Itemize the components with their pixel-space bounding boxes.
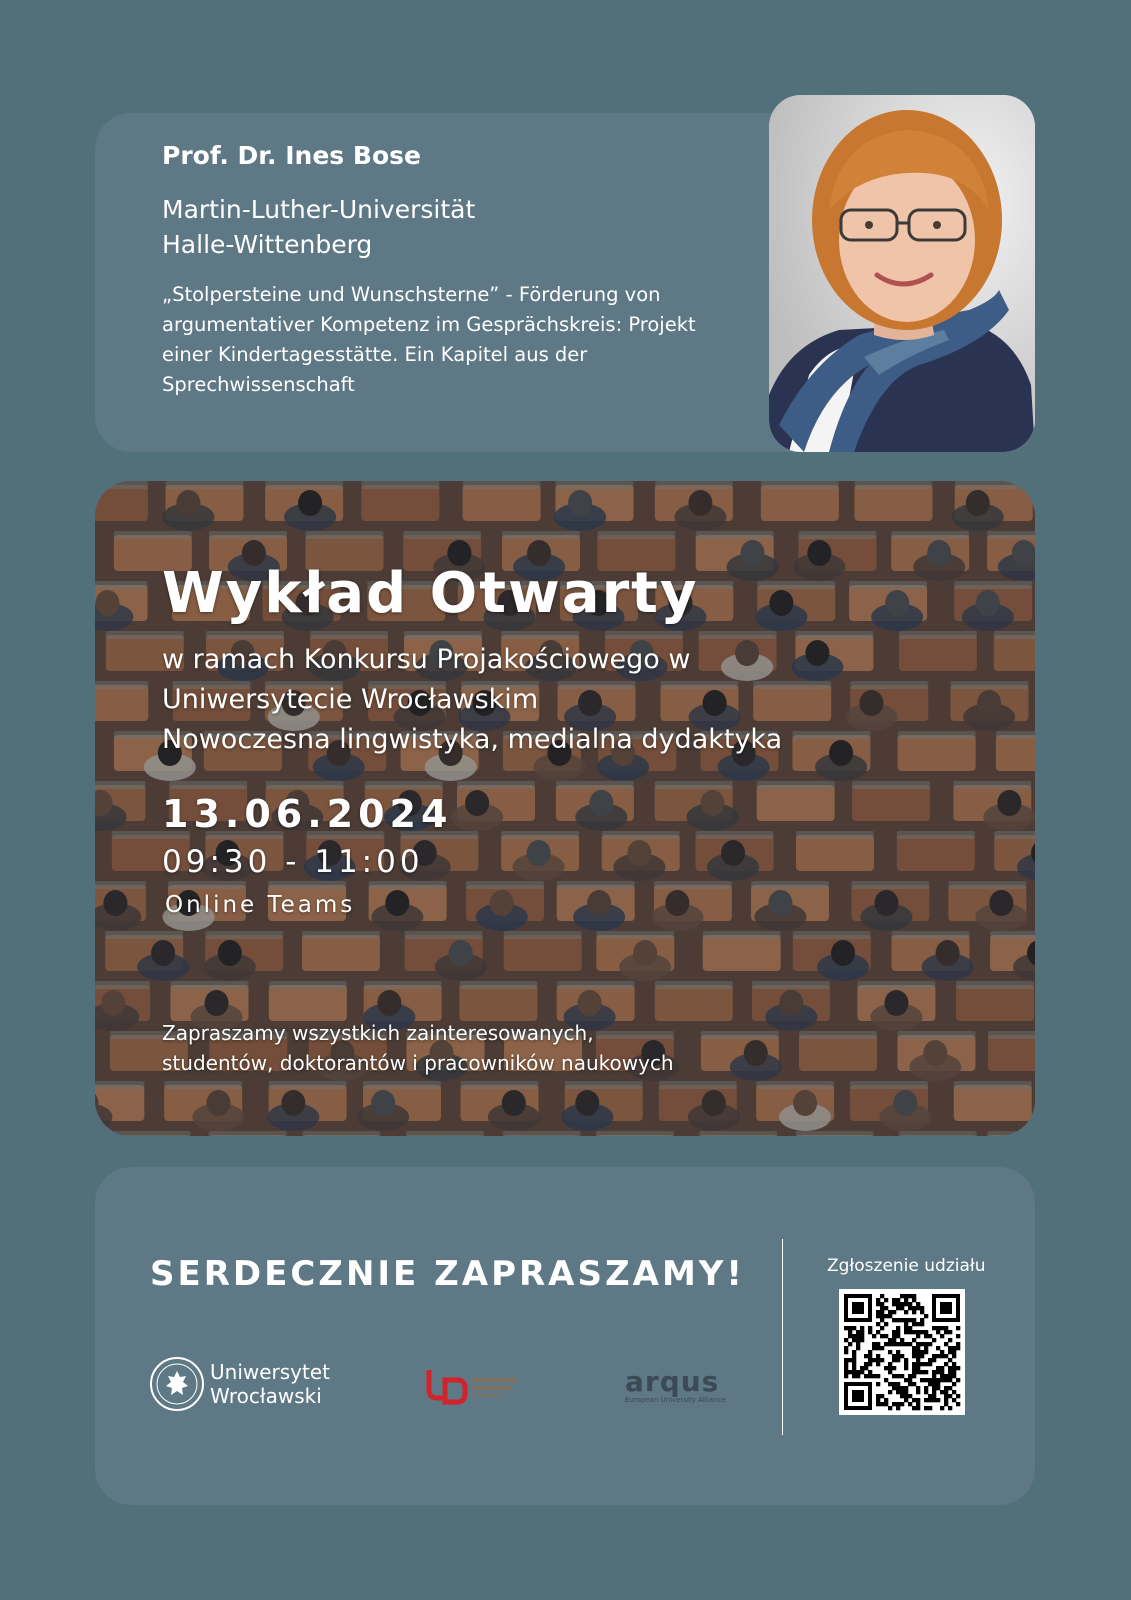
university-name xyxy=(210,1360,330,1408)
arqus-logo xyxy=(625,1365,726,1404)
arqus-logo-name: arqus xyxy=(625,1365,720,1398)
speaker-university xyxy=(162,192,742,262)
speaker-photo xyxy=(769,95,1035,452)
qr-code-icon xyxy=(839,1289,965,1415)
arqus-logo-tagline: European University Alliance xyxy=(625,1396,726,1404)
registration-qr-code[interactable] xyxy=(839,1289,965,1415)
lecture-topic: „Stolpersteine und Wunschsterne” - Förderung von argumentativer Kompetenz im Gesprächskreis: Projekt einer Kindertagesstätte. Ein Kapitel aus der Sprechwissenschaft xyxy=(162,283,696,396)
event-invitation xyxy=(162,1018,674,1078)
speaker-university-line2: Halle-Wittenberg xyxy=(162,230,373,259)
red-logo-icon xyxy=(425,1364,521,1408)
speaker-info xyxy=(162,141,742,400)
footer-card xyxy=(95,1167,1035,1505)
event-location: Online Teams xyxy=(165,892,356,918)
university-seal-icon xyxy=(150,1357,204,1411)
university-wroclaw-logo xyxy=(150,1357,330,1411)
event-subtitle xyxy=(162,640,1002,760)
event-time: 09:30 - 11:00 xyxy=(162,844,424,880)
university-name-line1: Uniwersytet xyxy=(210,1360,330,1384)
event-details xyxy=(162,561,1002,918)
invitation-heading: SERDECZNIE ZAPRASZAMY! xyxy=(150,1254,745,1294)
event-subtitle-line3: Nowoczesna lingwistyka, medialna dydaktyka xyxy=(162,724,783,755)
speaker-portrait-image xyxy=(769,95,1035,452)
event-title: Wykład Otwarty xyxy=(162,561,699,626)
event-card xyxy=(95,481,1035,1136)
footer-divider xyxy=(782,1239,783,1435)
event-subtitle-line1: w ramach Konkursu Projakościowego w xyxy=(162,644,691,675)
event-invitation-line2: studentów, doktorantów i pracowników naukowych xyxy=(162,1051,674,1075)
registration-label: Zgłoszenie udziału xyxy=(827,1256,986,1276)
event-subtitle-line2: Uniwersytecie Wrocławskim xyxy=(162,684,539,715)
university-name-line2: Wrocławski xyxy=(210,1384,322,1408)
speaker-university-line1: Martin-Luther-Universität xyxy=(162,195,476,224)
speaker-name: Prof. Dr. Ines Bose xyxy=(162,141,421,170)
event-invitation-line1: Zapraszamy wszystkich zainteresowanych, xyxy=(162,1021,594,1045)
event-date: 13.06.2024 xyxy=(162,792,453,836)
